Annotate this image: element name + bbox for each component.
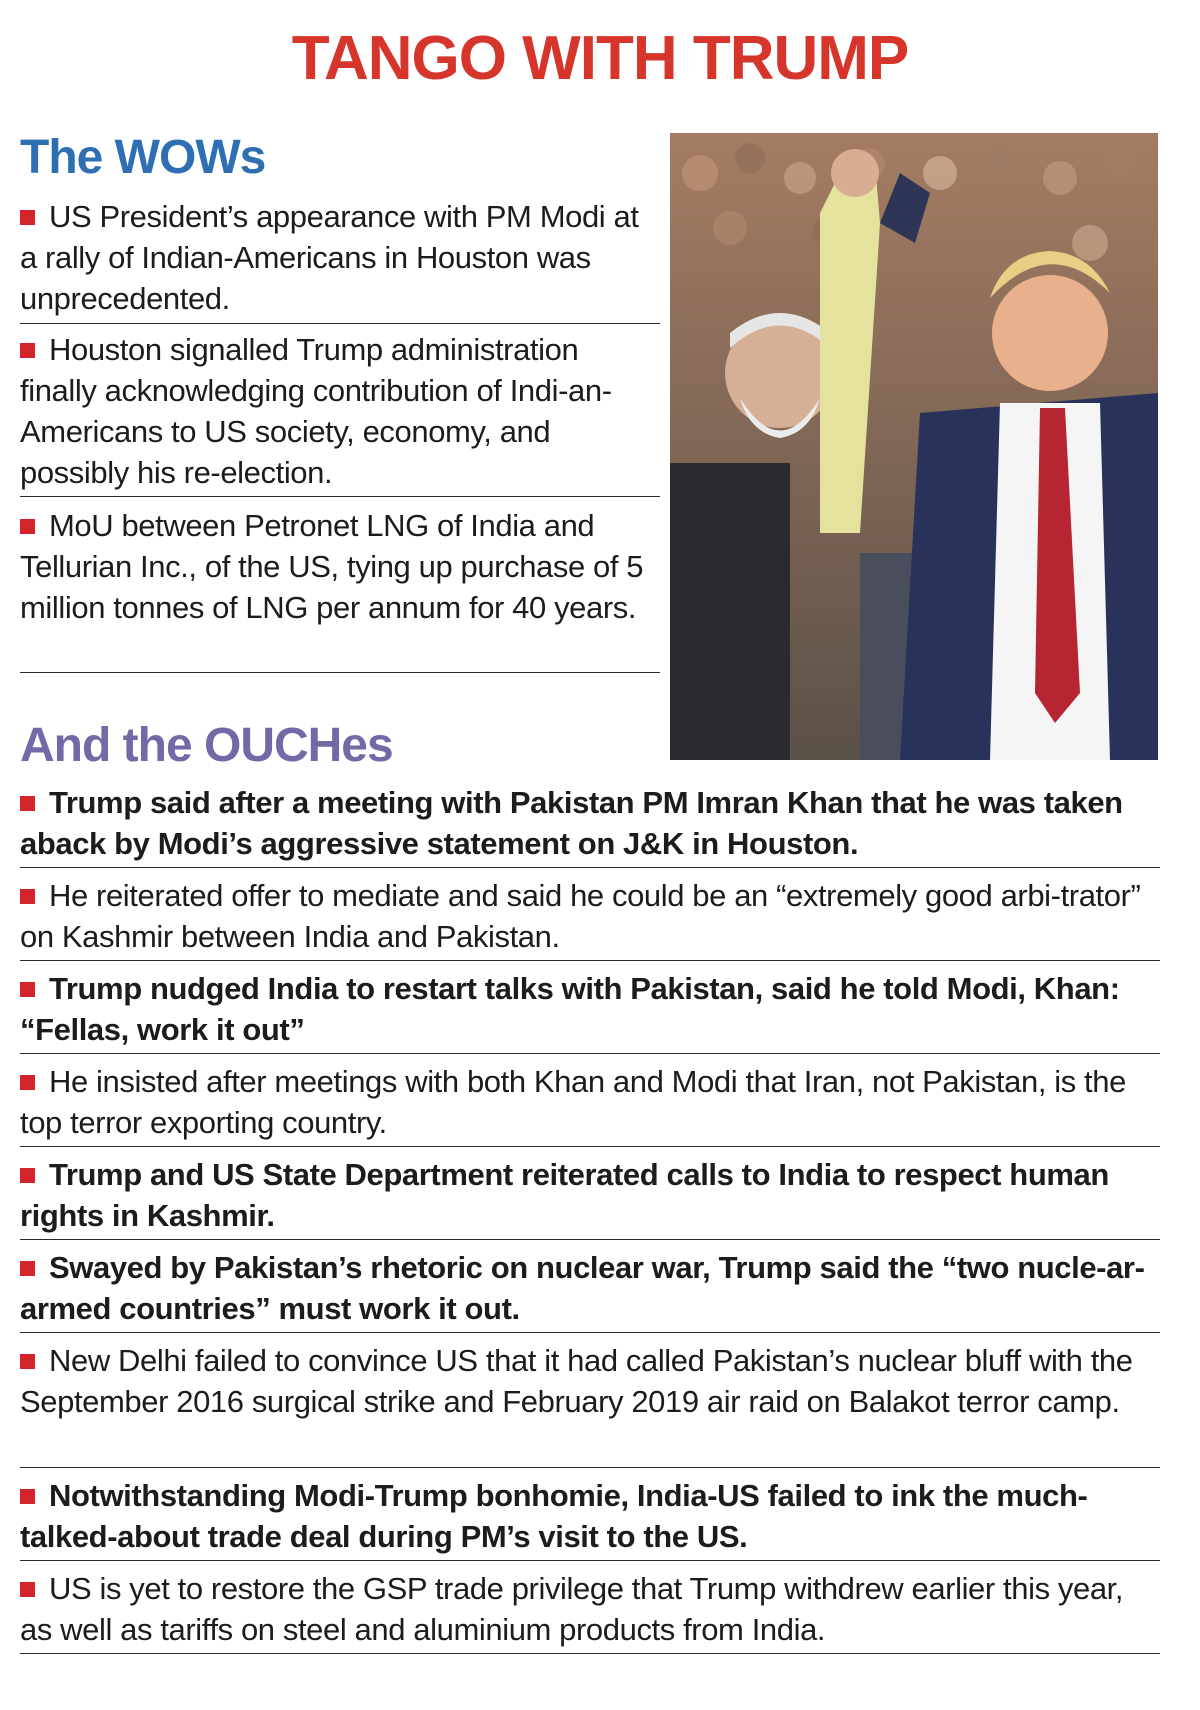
ouches-item-3 [20, 968, 1160, 1054]
wows-item-3 [20, 505, 660, 673]
bullet-icon [20, 1582, 35, 1597]
bullet-icon [20, 210, 35, 225]
ouches-item-7 [20, 1340, 1160, 1468]
ouches-item-text: Swayed by Pakistan’s rhetoric on nuclear war, Trump said the “two nucle-ar-armed countries” must work it out. [20, 1250, 1145, 1326]
ouches-item-8 [20, 1475, 1160, 1561]
ouches-item-9 [20, 1568, 1160, 1654]
modi-trump-photo [670, 133, 1158, 760]
bullet-icon [20, 1261, 35, 1276]
wows-item-text: MoU between Petronet LNG of India and Tellurian Inc., of the US, tying up purchase of 5 million tonnes of LNG per annum for 40 years. [20, 508, 644, 625]
ouches-item-text: New Delhi failed to convince US that it had called Pakistan’s nuclear bluff with the September 2016 surgical strike and February 2019 air raid on Balakot terror camp. [20, 1343, 1133, 1419]
wows-item-text: Houston signalled Trump administration finally acknowledging contribution of Indi-an-Americans to US society, economy, and possibly his re-election. [20, 332, 612, 490]
wows-heading: The WOWs [20, 131, 266, 184]
ouches-item-text: Trump nudged India to restart talks with Pakistan, said he told Modi, Khan: “Fellas, work it out” [20, 971, 1120, 1047]
trump-face [992, 275, 1108, 391]
bullet-icon [20, 1168, 35, 1183]
bullet-icon [20, 519, 35, 534]
bullet-icon [20, 343, 35, 358]
wows-item-2 [20, 329, 660, 497]
wows-item-1 [20, 196, 660, 324]
ouches-item-text: He insisted after meetings with both Khan and Modi that Iran, not Pakistan, is the top terror exporting country. [20, 1064, 1126, 1140]
ouches-item-text: Notwithstanding Modi-Trump bonhomie, India-US failed to ink the much-talked-about trade deal during PM’s visit to the US. [20, 1478, 1088, 1554]
bullet-icon [20, 889, 35, 904]
bullet-icon [20, 1354, 35, 1369]
ouches-item-5 [20, 1154, 1160, 1240]
ouches-item-text: US is yet to restore the GSP trade privilege that Trump withdrew earlier this year, as well as tariffs on steel and aluminium products from India. [20, 1571, 1124, 1647]
bullet-icon [20, 982, 35, 997]
ouches-item-1 [20, 782, 1160, 868]
photo-illustration [670, 133, 1158, 760]
ouches-item-2 [20, 875, 1160, 961]
page-title: TANGO WITH TRUMP [291, 24, 909, 93]
wows-item-text: US President’s appearance with PM Modi at a rally of Indian-Americans in Houston was unprecedented. [20, 199, 639, 316]
ouches-item-text: Trump said after a meeting with Pakistan PM Imran Khan that he was taken aback by Modi’s aggressive statement on J&K in Houston. [20, 785, 1123, 861]
ouches-heading: And the OUCHes [20, 719, 393, 772]
ouches-item-text: He reiterated offer to mediate and said he could be an “extremely good arbi-trator” on Kashmir between India and Pakistan. [20, 878, 1141, 954]
ouches-item-6 [20, 1247, 1160, 1333]
ouches-item-4 [20, 1061, 1160, 1147]
bullet-icon [20, 1489, 35, 1504]
bullet-icon [20, 1075, 35, 1090]
bullet-icon [20, 796, 35, 811]
ouches-item-text: Trump and US State Department reiterated calls to India to respect human rights in Kashmir. [20, 1157, 1109, 1233]
